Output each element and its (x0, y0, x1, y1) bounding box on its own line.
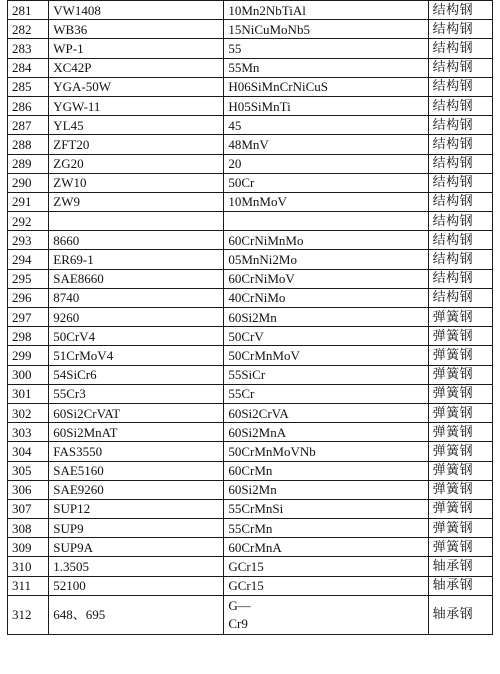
table-row (8, 135, 493, 154)
row-number: 306 (8, 480, 49, 499)
steel-type: 弹簧钢 (428, 480, 492, 499)
domestic-grade: 10MnMoV (224, 192, 428, 211)
domestic-grade: 60Si2CrVA (224, 403, 428, 422)
foreign-grade: YL45 (49, 116, 224, 135)
steel-type: 轴承钢 (428, 576, 492, 595)
foreign-grade: 9260 (49, 308, 224, 327)
steel-type: 结构钢 (428, 269, 492, 288)
foreign-grade: FAS3550 (49, 442, 224, 461)
row-number: 292 (8, 212, 49, 231)
table-row (8, 346, 493, 365)
steel-type: 轴承钢 (428, 595, 492, 634)
steel-type: 弹簧钢 (428, 538, 492, 557)
steel-type: 结构钢 (428, 20, 492, 39)
foreign-grade: ZW10 (49, 173, 224, 192)
row-number: 282 (8, 20, 49, 39)
domestic-grade: 05MnNi2Mo (224, 250, 428, 269)
row-number: 304 (8, 442, 49, 461)
table-row (8, 499, 493, 518)
domestic-grade: 48MnV (224, 135, 428, 154)
domestic-grade (224, 595, 428, 634)
table-row (8, 96, 493, 115)
row-number: 308 (8, 519, 49, 538)
steel-type: 结构钢 (428, 39, 492, 58)
table-row (8, 58, 493, 77)
table-row (8, 308, 493, 327)
table-row (8, 250, 493, 269)
domestic-grade: 60CrNiMnMo (224, 231, 428, 250)
table-row (8, 154, 493, 173)
steel-type: 弹簧钢 (428, 384, 492, 403)
foreign-grade: YGW-11 (49, 96, 224, 115)
foreign-grade: 60Si2CrVAT (49, 403, 224, 422)
steel-type: 结构钢 (428, 192, 492, 211)
foreign-grade: ZFT20 (49, 135, 224, 154)
table-row (8, 480, 493, 499)
table-row (8, 403, 493, 422)
table-row (8, 1, 493, 20)
row-number: 299 (8, 346, 49, 365)
foreign-grade: SUP9 (49, 519, 224, 538)
foreign-grade: 60Si2MnAT (49, 423, 224, 442)
domestic-grade: 50Cr (224, 173, 428, 192)
row-number: 303 (8, 423, 49, 442)
domestic-grade: 15NiCuMoNb5 (224, 20, 428, 39)
domestic-grade: GCr15 (224, 576, 428, 595)
steel-type: 轴承钢 (428, 557, 492, 576)
foreign-grade: 648、695 (49, 595, 224, 634)
foreign-grade: XC42P (49, 58, 224, 77)
row-number: 307 (8, 499, 49, 518)
domestic-grade: 45 (224, 116, 428, 135)
steel-type: 结构钢 (428, 231, 492, 250)
table-row (8, 442, 493, 461)
row-number: 300 (8, 365, 49, 384)
foreign-grade: SAE9260 (49, 480, 224, 499)
domestic-grade: 60CrNiMoV (224, 269, 428, 288)
table-row (8, 39, 493, 58)
steel-type: 结构钢 (428, 77, 492, 96)
table-row (8, 192, 493, 211)
row-number: 288 (8, 135, 49, 154)
foreign-grade: 51CrMoV4 (49, 346, 224, 365)
table-row (8, 327, 493, 346)
table-row (8, 557, 493, 576)
steel-type: 结构钢 (428, 58, 492, 77)
domestic-grade: 55Cr (224, 384, 428, 403)
foreign-grade: WP-1 (49, 39, 224, 58)
table-row (8, 461, 493, 480)
foreign-grade: ZW9 (49, 192, 224, 211)
table-row (8, 231, 493, 250)
domestic-grade: 55CrMnSi (224, 499, 428, 518)
steel-type: 弹簧钢 (428, 327, 492, 346)
domestic-grade: 60CrMn (224, 461, 428, 480)
foreign-grade: 55Cr3 (49, 384, 224, 403)
row-number: 310 (8, 557, 49, 576)
row-number: 301 (8, 384, 49, 403)
domestic-grade: 60Si2Mn (224, 480, 428, 499)
steel-type: 弹簧钢 (428, 346, 492, 365)
domestic-grade (224, 212, 428, 231)
steel-type: 结构钢 (428, 96, 492, 115)
foreign-grade: VW1408 (49, 1, 224, 20)
domestic-grade: 55SiCr (224, 365, 428, 384)
steel-type: 结构钢 (428, 154, 492, 173)
foreign-grade: WB36 (49, 20, 224, 39)
row-number: 291 (8, 192, 49, 211)
foreign-grade: SAE8660 (49, 269, 224, 288)
foreign-grade: SUP12 (49, 499, 224, 518)
steel-type: 结构钢 (428, 250, 492, 269)
row-number: 311 (8, 576, 49, 595)
row-number: 287 (8, 116, 49, 135)
foreign-grade: 50CrV4 (49, 327, 224, 346)
foreign-grade: ZG20 (49, 154, 224, 173)
table-row (8, 269, 493, 288)
table-row (8, 423, 493, 442)
row-number: 294 (8, 250, 49, 269)
row-number: 293 (8, 231, 49, 250)
table-row (8, 212, 493, 231)
domestic-grade: 10Mn2NbTiAl (224, 1, 428, 20)
row-number: 312 (8, 595, 49, 634)
domestic-grade: 60Si2Mn (224, 308, 428, 327)
foreign-grade: YGA-50W (49, 77, 224, 96)
steel-type: 弹簧钢 (428, 423, 492, 442)
foreign-grade: ER69-1 (49, 250, 224, 269)
steel-grade-table (7, 0, 493, 635)
row-number: 309 (8, 538, 49, 557)
table-row (8, 288, 493, 307)
foreign-grade: SAE5160 (49, 461, 224, 480)
steel-type: 弹簧钢 (428, 365, 492, 384)
table-row (8, 538, 493, 557)
foreign-grade: 52100 (49, 576, 224, 595)
domestic-grade-line1: G— (228, 597, 251, 613)
table-row (8, 365, 493, 384)
table-row (8, 519, 493, 538)
steel-type: 弹簧钢 (428, 442, 492, 461)
table-body (8, 1, 493, 635)
foreign-grade: 1.3505 (49, 557, 224, 576)
table-row (8, 20, 493, 39)
domestic-grade-line2: Cr9 (228, 615, 248, 631)
row-number: 283 (8, 39, 49, 58)
domestic-grade: 55CrMn (224, 519, 428, 538)
domestic-grade: 55 (224, 39, 428, 58)
domestic-grade: 20 (224, 154, 428, 173)
domestic-grade: GCr15 (224, 557, 428, 576)
domestic-grade: 55Mn (224, 58, 428, 77)
foreign-grade: 8660 (49, 231, 224, 250)
domestic-grade: 60CrMnA (224, 538, 428, 557)
domestic-grade: 50CrMnMoVNb (224, 442, 428, 461)
row-number: 285 (8, 77, 49, 96)
domestic-grade: 50CrMnMoV (224, 346, 428, 365)
foreign-grade: 54SiCr6 (49, 365, 224, 384)
row-number: 295 (8, 269, 49, 288)
steel-type: 弹簧钢 (428, 499, 492, 518)
row-number: 296 (8, 288, 49, 307)
row-number: 286 (8, 96, 49, 115)
row-number: 302 (8, 403, 49, 422)
table-row (8, 384, 493, 403)
steel-type: 弹簧钢 (428, 519, 492, 538)
foreign-grade: 8740 (49, 288, 224, 307)
steel-type: 结构钢 (428, 173, 492, 192)
steel-type: 结构钢 (428, 1, 492, 20)
steel-type: 结构钢 (428, 116, 492, 135)
domestic-grade: H05SiMnTi (224, 96, 428, 115)
foreign-grade: SUP9A (49, 538, 224, 557)
steel-type: 弹簧钢 (428, 308, 492, 327)
foreign-grade (49, 212, 224, 231)
table-row (8, 77, 493, 96)
table-row (8, 576, 493, 595)
steel-type: 结构钢 (428, 135, 492, 154)
row-number: 290 (8, 173, 49, 192)
steel-type: 弹簧钢 (428, 461, 492, 480)
steel-type: 弹簧钢 (428, 403, 492, 422)
table-row (8, 595, 493, 634)
table-row (8, 173, 493, 192)
domestic-grade: H06SiMnCrNiCuS (224, 77, 428, 96)
steel-type: 结构钢 (428, 212, 492, 231)
row-number: 298 (8, 327, 49, 346)
row-number: 281 (8, 1, 49, 20)
steel-type: 结构钢 (428, 288, 492, 307)
domestic-grade: 40CrNiMo (224, 288, 428, 307)
table-row (8, 116, 493, 135)
row-number: 284 (8, 58, 49, 77)
row-number: 289 (8, 154, 49, 173)
row-number: 305 (8, 461, 49, 480)
row-number: 297 (8, 308, 49, 327)
domestic-grade: 50CrV (224, 327, 428, 346)
domestic-grade: 60Si2MnA (224, 423, 428, 442)
